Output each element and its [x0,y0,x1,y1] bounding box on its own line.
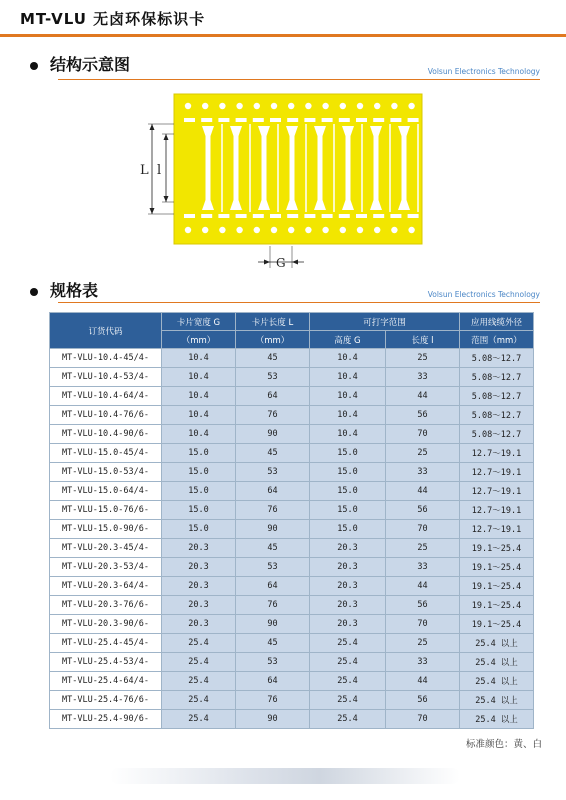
table-row [50,425,534,444]
value-cell: 25.4 [310,710,386,729]
standard-colors-note: 标准颜色：黄、白 [465,739,542,750]
value-cell: 20.3 [162,596,236,615]
top-slot [373,118,384,122]
arrow-icon [150,208,155,214]
section-spec [30,278,98,301]
order-code-cell: MT-VLU-15.0-76/6- [50,501,162,520]
section-spec-title: 规格表 [50,281,99,300]
value-cell: 10.4 [310,368,386,387]
table-row [50,672,534,691]
bottom-hole [322,227,328,233]
header-height-g: 高度 G [310,331,386,349]
value-cell: 25.4 以上 [460,672,534,691]
top-hole [340,103,346,109]
bottom-slot [184,214,195,218]
arrow-icon [292,260,298,265]
value-cell: 5.08～12.7 [460,425,534,444]
value-cell: 25.4 [162,653,236,672]
value-cell: 76 [236,501,310,520]
table-row [50,710,534,729]
bottom-slot [373,214,384,218]
bullet-icon [30,62,38,70]
bottom-slot [253,214,264,218]
order-code-cell: MT-VLU-20.3-53/4- [50,558,162,577]
value-cell: 45 [236,444,310,463]
header-length-unit: （mm） [236,331,310,349]
order-code-cell: MT-VLU-25.4-90/6- [50,710,162,729]
value-cell: 64 [236,672,310,691]
order-code-cell: MT-VLU-15.0-45/4- [50,444,162,463]
order-code-cell: MT-VLU-25.4-45/4- [50,634,162,653]
bottom-hole [391,227,397,233]
value-cell: 70 [386,615,460,634]
order-code-cell: MT-VLU-10.4-45/4- [50,349,162,368]
value-cell: 25.4 [310,691,386,710]
top-hole [374,103,380,109]
bottom-slot [390,214,401,218]
value-cell: 10.4 [162,406,236,425]
value-cell: 33 [386,558,460,577]
value-cell: 10.4 [162,349,236,368]
value-cell: 90 [236,425,310,444]
top-slot [253,118,264,122]
value-cell: 10.4 [310,387,386,406]
value-cell: 5.08～12.7 [460,406,534,425]
table-row [50,539,534,558]
value-cell: 15.0 [310,520,386,539]
header-width: 卡片宽度 G [162,313,236,331]
value-cell: 25.4 [310,672,386,691]
top-slot [236,118,247,122]
bottom-slot [201,214,212,218]
title-divider [0,34,566,37]
header-wire: 应用线缆外径 [460,313,534,331]
value-cell: 25 [386,539,460,558]
value-cell: 90 [236,520,310,539]
value-cell: 12.7～19.1 [460,520,534,539]
value-cell: 10.4 [310,406,386,425]
header-width-unit: （mm） [162,331,236,349]
bottom-hole [271,227,277,233]
value-cell: 19.1～25.4 [460,539,534,558]
dimension-l-label: l [157,163,162,178]
bottom-hole [408,227,414,233]
top-hole [254,103,260,109]
brand-text-1: Volsun Electronics Technology [427,67,540,76]
value-cell: 12.7～19.1 [460,482,534,501]
page-title: MT-VLU 无卤环保标识卡 [20,10,206,28]
section-structure-title: 结构示意图 [50,55,131,74]
value-cell: 44 [386,482,460,501]
table-row [50,406,534,425]
value-cell: 20.3 [310,558,386,577]
value-cell: 12.7～19.1 [460,444,534,463]
order-code-cell: MT-VLU-15.0-64/4- [50,482,162,501]
top-hole [357,103,363,109]
value-cell: 90 [236,710,310,729]
bottom-slot [304,214,315,218]
top-slot [201,118,212,122]
value-cell: 25 [386,349,460,368]
table-row [50,349,534,368]
bottom-hole [305,227,311,233]
value-cell: 25.4 [162,634,236,653]
value-cell: 15.0 [310,482,386,501]
value-cell: 76 [236,596,310,615]
bottom-hole [185,227,191,233]
section-divider-2 [58,302,540,303]
value-cell: 25.4 [162,672,236,691]
section-divider-1 [58,79,540,80]
value-cell: 70 [386,710,460,729]
order-code-cell: MT-VLU-10.4-53/4- [50,368,162,387]
value-cell: 15.0 [162,520,236,539]
value-cell: 53 [236,558,310,577]
brand-text-2: Volsun Electronics Technology [427,290,540,299]
value-cell: 19.1～25.4 [460,596,534,615]
spec-table [49,312,534,729]
value-cell: 20.3 [310,615,386,634]
top-slot [408,118,419,122]
value-cell: 15.0 [310,444,386,463]
top-slot [270,118,281,122]
top-hole [185,103,191,109]
value-cell: 33 [386,653,460,672]
bottom-slot [356,214,367,218]
header-length: 卡片长度 L [236,313,310,331]
value-cell: 25 [386,444,460,463]
top-slot [356,118,367,122]
card-body [174,94,422,244]
value-cell: 44 [386,577,460,596]
value-cell: 33 [386,368,460,387]
value-cell: 15.0 [162,501,236,520]
table-row [50,615,534,634]
top-hole [219,103,225,109]
bottom-slot [218,214,229,218]
table-row [50,520,534,539]
value-cell: 5.08～12.7 [460,368,534,387]
value-cell: 15.0 [310,501,386,520]
bottom-hole [202,227,208,233]
table-row [50,501,534,520]
dimension-G-label: G [276,256,286,270]
bottom-hole [374,227,380,233]
top-hole [236,103,242,109]
value-cell: 20.3 [310,596,386,615]
bottom-slot [287,214,298,218]
value-cell: 56 [386,501,460,520]
footer-decoration [110,768,460,784]
header-wire-range: 范围（mm） [460,331,534,349]
value-cell: 64 [236,482,310,501]
value-cell: 19.1～25.4 [460,577,534,596]
value-cell: 20.3 [310,539,386,558]
value-cell: 10.4 [310,349,386,368]
top-hole [271,103,277,109]
order-code-cell: MT-VLU-25.4-76/6- [50,691,162,710]
value-cell: 5.08～12.7 [460,349,534,368]
value-cell: 70 [386,425,460,444]
top-slot [304,118,315,122]
value-cell: 5.08～12.7 [460,387,534,406]
value-cell: 15.0 [162,482,236,501]
value-cell: 15.0 [162,463,236,482]
value-cell: 25.4 [310,653,386,672]
bottom-hole [254,227,260,233]
table-row [50,387,534,406]
arrow-icon [264,260,270,265]
value-cell: 25.4 以上 [460,710,534,729]
order-code-cell: MT-VLU-20.3-90/6- [50,615,162,634]
value-cell: 25.4 [310,634,386,653]
order-code-cell: MT-VLU-25.4-53/4- [50,653,162,672]
section-structure [30,52,130,75]
bottom-hole [340,227,346,233]
bottom-slot [236,214,247,218]
arrow-icon [164,196,169,202]
table-row [50,653,534,672]
top-slot [322,118,333,122]
value-cell: 20.3 [310,577,386,596]
table-row [50,463,534,482]
bottom-slot [322,214,333,218]
label-card-diagram [130,90,430,280]
value-cell: 15.0 [310,463,386,482]
header-code: 订货代码 [50,313,162,349]
order-code-cell: MT-VLU-10.4-76/6- [50,406,162,425]
value-cell: 44 [386,387,460,406]
top-slot [287,118,298,122]
value-cell: 53 [236,368,310,387]
top-hole [391,103,397,109]
bottom-slot [339,214,350,218]
order-code-cell: MT-VLU-15.0-90/6- [50,520,162,539]
value-cell: 20.3 [162,558,236,577]
value-cell: 25.4 以上 [460,634,534,653]
value-cell: 45 [236,634,310,653]
value-cell: 20.3 [162,539,236,558]
order-code-cell: MT-VLU-20.3-64/4- [50,577,162,596]
value-cell: 10.4 [310,425,386,444]
value-cell: 70 [386,520,460,539]
value-cell: 64 [236,387,310,406]
order-code-cell: MT-VLU-10.4-90/6- [50,425,162,444]
top-slot [218,118,229,122]
value-cell: 25.4 [162,691,236,710]
value-cell: 15.0 [162,444,236,463]
top-slot [184,118,195,122]
bullet-icon [30,288,38,296]
table-row [50,368,534,387]
value-cell: 44 [386,672,460,691]
value-cell: 25 [386,634,460,653]
bottom-slot [408,214,419,218]
order-code-cell: MT-VLU-20.3-76/6- [50,596,162,615]
top-slot [339,118,350,122]
value-cell: 10.4 [162,368,236,387]
table-row [50,691,534,710]
bottom-hole [357,227,363,233]
value-cell: 19.1～25.4 [460,558,534,577]
dimension-L-label: L [140,163,149,178]
bottom-hole [236,227,242,233]
top-hole [408,103,414,109]
value-cell: 20.3 [162,615,236,634]
value-cell: 12.7～19.1 [460,501,534,520]
bottom-hole [219,227,225,233]
bottom-hole [288,227,294,233]
value-cell: 19.1～25.4 [460,615,534,634]
top-hole [202,103,208,109]
arrow-icon [164,134,169,140]
value-cell: 56 [386,596,460,615]
value-cell: 45 [236,349,310,368]
top-slot [390,118,401,122]
value-cell: 10.4 [162,387,236,406]
value-cell: 53 [236,463,310,482]
order-code-cell: MT-VLU-20.3-45/4- [50,539,162,558]
top-hole [288,103,294,109]
order-code-cell: MT-VLU-25.4-64/4- [50,672,162,691]
table-row [50,444,534,463]
arrow-icon [150,124,155,130]
value-cell: 76 [236,406,310,425]
table-row [50,634,534,653]
value-cell: 90 [236,615,310,634]
value-cell: 56 [386,691,460,710]
bottom-slot [270,214,281,218]
table-row [50,577,534,596]
value-cell: 45 [236,539,310,558]
value-cell: 12.7～19.1 [460,463,534,482]
value-cell: 64 [236,577,310,596]
order-code-cell: MT-VLU-15.0-53/4- [50,463,162,482]
top-hole [322,103,328,109]
value-cell: 25.4 以上 [460,653,534,672]
value-cell: 53 [236,653,310,672]
order-code-cell: MT-VLU-10.4-64/4- [50,387,162,406]
value-cell: 20.3 [162,577,236,596]
table-row [50,596,534,615]
top-hole [305,103,311,109]
value-cell: 10.4 [162,425,236,444]
value-cell: 33 [386,463,460,482]
value-cell: 25.4 以上 [460,691,534,710]
header-length-l: 长度 l [386,331,460,349]
header-print-range: 可打字范围 [310,313,460,331]
value-cell: 25.4 [162,710,236,729]
table-row [50,558,534,577]
value-cell: 56 [386,406,460,425]
table-row [50,482,534,501]
value-cell: 76 [236,691,310,710]
